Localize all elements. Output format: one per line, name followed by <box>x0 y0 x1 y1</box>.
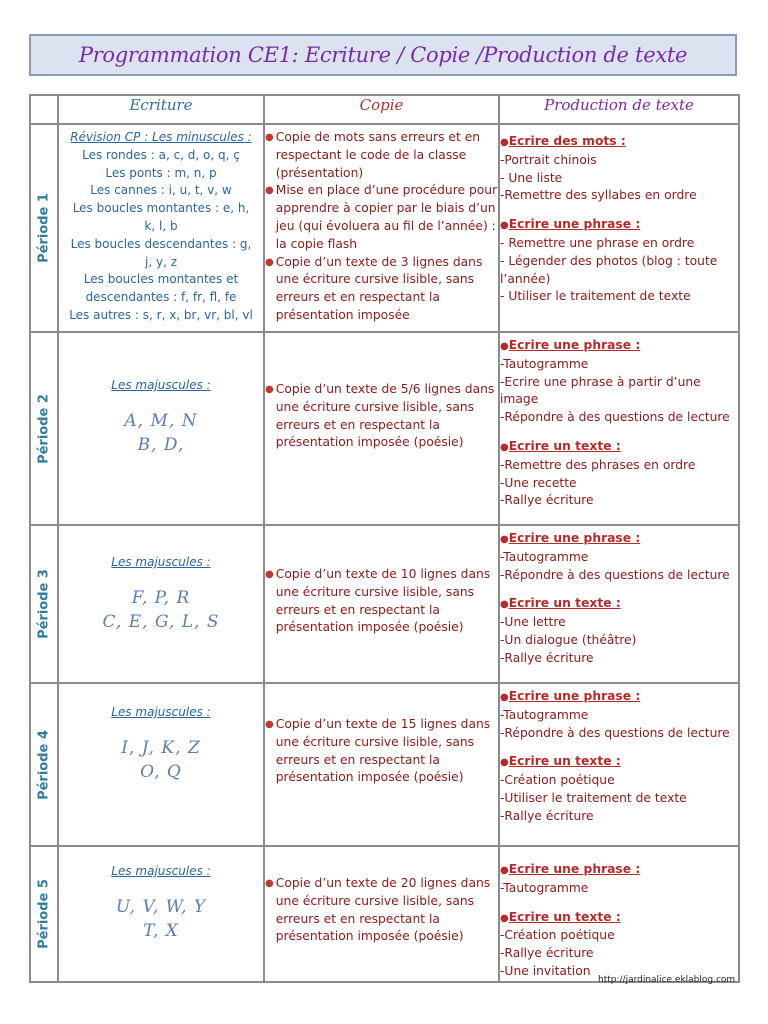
period-label: Période 3 <box>36 569 52 639</box>
production-item: -Rallye écriture <box>500 650 594 665</box>
production-item: -Rallye écriture <box>500 493 594 508</box>
ecriture-line: Les rondes : a, c, d, o, q, ç <box>82 147 240 162</box>
production-heading <box>500 595 738 614</box>
production-item: -Une lettre <box>500 615 566 630</box>
production-item: -Remettre des phrases en ordre <box>500 457 696 472</box>
production-heading <box>500 861 738 880</box>
production-item: -Répondre à des questions de lecture <box>500 567 730 582</box>
production-heading-text: Ecrire une phrase : <box>508 689 641 703</box>
copie-item <box>265 716 498 787</box>
table-row <box>30 846 739 982</box>
production-heading-text: Ecrire une phrase : <box>508 217 641 232</box>
production-cell <box>499 124 739 332</box>
spacer <box>500 427 738 438</box>
spacer <box>59 395 263 409</box>
cursive-letters: B, D, <box>137 434 185 455</box>
ecriture-heading: Les majuscules : <box>111 378 211 392</box>
spacer <box>59 572 263 586</box>
ecriture-heading: Les majuscules : <box>111 864 211 878</box>
bullet-icon: ● <box>500 534 509 545</box>
production-heading-text: Ecrire une phrase : <box>508 531 641 545</box>
period-cell <box>30 683 58 846</box>
production-cell <box>499 525 739 683</box>
bullet-icon: ● <box>265 569 274 580</box>
cursive-letters: I, J, K, Z <box>121 737 201 758</box>
cursive-letters: A, M, N <box>124 410 198 431</box>
production-item: -Rallye écriture <box>500 808 594 823</box>
bullet-icon: ● <box>500 599 509 611</box>
table-row <box>30 525 739 683</box>
copie-item <box>265 566 498 637</box>
table-row <box>30 332 739 525</box>
production-item: -Portrait chinois <box>500 152 597 167</box>
copie-text: Copie d’un texte de 3 lignes dans une écriture cursive lisible, sans erreurs et en respectant la présentation imposée <box>275 254 483 322</box>
copie-cell <box>264 124 499 332</box>
bullet-icon: ● <box>500 757 509 769</box>
production-heading <box>500 133 738 152</box>
bullet-icon: ● <box>265 132 274 143</box>
production-item: -Utiliser le traitement de texte <box>500 790 687 805</box>
ecriture-line: Les boucles descendantes : g, <box>70 236 252 251</box>
production-heading-text: Ecrire des mots : <box>508 134 626 148</box>
production-heading <box>500 337 738 356</box>
production-item: -Ecrire une phrase à partir d’une image <box>500 374 701 407</box>
corner-cell <box>30 95 58 124</box>
copie-text: Copie d’un texte de 15 lignes dans une écriture cursive lisible, sans erreurs et en respectant la présentation imposée (poésie) <box>275 717 491 785</box>
period-label: Période 5 <box>36 878 52 949</box>
production-heading-text: Ecrire un texte : <box>508 596 621 611</box>
production-item: -Tautogramme <box>500 707 589 722</box>
header-row <box>30 95 739 124</box>
bullet-icon: ● <box>265 719 274 730</box>
production-item: - Une liste <box>500 170 563 185</box>
copie-item <box>265 129 498 182</box>
ecriture-cell <box>58 124 264 332</box>
production-item: -Tautogramme <box>500 880 589 895</box>
ecriture-cell <box>58 332 264 525</box>
spacer <box>59 722 263 736</box>
copie-item <box>265 254 498 325</box>
spacer <box>500 898 738 909</box>
production-item: -Une invitation <box>500 963 591 978</box>
period-label: Période 4 <box>36 729 52 800</box>
copie-text: Mise en place d’une procédure pour apprendre à copier par le biais d’un jeu (qui évoluera au fil de l’année) : la copie flash <box>275 183 498 251</box>
copie-cell <box>264 846 499 982</box>
period-cell <box>30 332 58 525</box>
copie-item <box>265 875 498 946</box>
copie-cell <box>264 525 499 683</box>
production-cell <box>499 846 739 982</box>
bullet-icon: ● <box>265 256 274 268</box>
cursive-letters: U, V, W, Y <box>115 896 207 917</box>
table-row <box>30 124 739 332</box>
period-cell <box>30 124 58 332</box>
ecriture-cell <box>58 846 264 982</box>
production-heading <box>500 688 738 707</box>
bullet-icon: ● <box>500 137 509 148</box>
production-item: -Tautogramme <box>500 356 589 371</box>
ecriture-cell <box>58 683 264 846</box>
cursive-letters: O, Q <box>140 761 182 782</box>
spacer <box>500 205 738 216</box>
footer-url: http://jardinalice.eklablog.com <box>598 975 736 985</box>
production-item: -Tautogramme <box>500 549 589 564</box>
period-cell <box>30 846 58 982</box>
production-heading <box>500 530 738 549</box>
copie-item <box>265 381 498 452</box>
bullet-icon: ● <box>500 341 509 352</box>
ecriture-cell <box>58 525 264 683</box>
production-item: -Une recette <box>500 475 577 490</box>
cursive-letters: T, X <box>143 920 179 941</box>
page-title: Programmation CE1: Ecriture / Copie /Production de texte <box>78 43 688 67</box>
production-item: -Rallye écriture <box>500 946 594 961</box>
bullet-icon: ● <box>500 441 509 453</box>
ecriture-heading: Révision CP : Les minuscules : <box>70 130 252 144</box>
ecriture-line: Les boucles montantes : e, h, <box>72 201 250 216</box>
period-label: Période 2 <box>36 393 52 464</box>
table-row <box>30 683 739 846</box>
bullet-icon: ● <box>500 220 509 232</box>
period-cell <box>30 525 58 683</box>
bullet-icon: ● <box>500 865 509 876</box>
production-item: -Remettre des syllabes en ordre <box>500 188 697 203</box>
production-item: -Répondre à des questions de lecture <box>500 410 730 425</box>
copie-text: Copie d’un texte de 20 lignes dans une écriture cursive lisible, sans erreurs et en respectant la présentation imposée (poésie) <box>275 876 491 944</box>
production-item: -Création poétique <box>500 928 615 943</box>
bullet-icon: ● <box>500 692 509 703</box>
ecriture-line: descendantes : f, fr, fl, fe <box>85 290 237 305</box>
production-item: -Répondre à des questions de lecture <box>500 725 730 740</box>
header-production: Production de texte <box>499 95 739 124</box>
spacer <box>500 742 738 753</box>
production-heading-text: Ecrire une phrase : <box>508 338 641 352</box>
spacer <box>500 584 738 595</box>
copie-text: Copie d’un texte de 10 lignes dans une écriture cursive lisible, sans erreurs et en respectant la présentation imposée (poésie) <box>275 567 491 635</box>
bullet-icon: ● <box>265 384 274 395</box>
ecriture-line: Les ponts : m, n, p <box>105 165 217 180</box>
header-ecriture: Ecriture <box>58 95 264 124</box>
ecriture-line: j, y, z <box>145 254 177 269</box>
production-heading <box>500 753 738 772</box>
production-cell <box>499 332 739 525</box>
production-item: - Utiliser le traitement de texte <box>500 289 691 304</box>
production-heading-text: Ecrire une phrase : <box>508 862 641 876</box>
ecriture-line: Les autres : s, r, x, br, vr, bl, vl <box>69 307 253 322</box>
ecriture-heading: Les majuscules : <box>111 705 211 719</box>
production-item: - Légender des photos (blog : toute l’année) <box>500 253 718 286</box>
copie-item <box>265 182 498 253</box>
header-copie: Copie <box>264 95 499 124</box>
spacer <box>59 881 263 895</box>
copie-cell <box>264 332 499 525</box>
copie-text: Copie d’un texte de 5/6 lignes dans une écriture cursive lisible, sans erreurs et en respectant la présentation imposée (poésie) <box>275 382 495 450</box>
ecriture-line: k, l, b <box>144 218 178 233</box>
production-heading-text: Ecrire un texte : <box>508 438 621 453</box>
programming-table <box>29 94 740 983</box>
production-heading <box>500 909 738 928</box>
copie-cell <box>264 683 499 846</box>
copie-text: Copie de mots sans erreurs et en respectant le code de la classe (présentation) <box>275 130 481 180</box>
bullet-icon: ● <box>265 878 274 889</box>
period-label: Période 1 <box>36 193 52 263</box>
cursive-letters: C, E, G, L, S <box>102 611 220 632</box>
bullet-icon: ● <box>265 185 274 197</box>
production-heading-text: Ecrire un texte : <box>508 909 621 924</box>
cursive-letters: F, P, R <box>131 587 191 608</box>
production-heading <box>500 216 738 235</box>
production-item: -Création poétique <box>500 773 615 788</box>
ecriture-line: Les boucles montantes et <box>83 272 239 287</box>
title-box <box>29 34 737 76</box>
production-item: -Un dialogue (théâtre) <box>500 632 637 647</box>
production-heading-text: Ecrire un texte : <box>508 754 621 769</box>
bullet-icon: ● <box>500 912 509 924</box>
ecriture-line: Les cannes : i, u, t, v, w <box>90 183 232 198</box>
production-item: - Remettre une phrase en ordre <box>500 235 695 250</box>
production-heading <box>500 438 738 457</box>
production-cell <box>499 683 739 846</box>
ecriture-heading: Les majuscules : <box>111 555 211 569</box>
